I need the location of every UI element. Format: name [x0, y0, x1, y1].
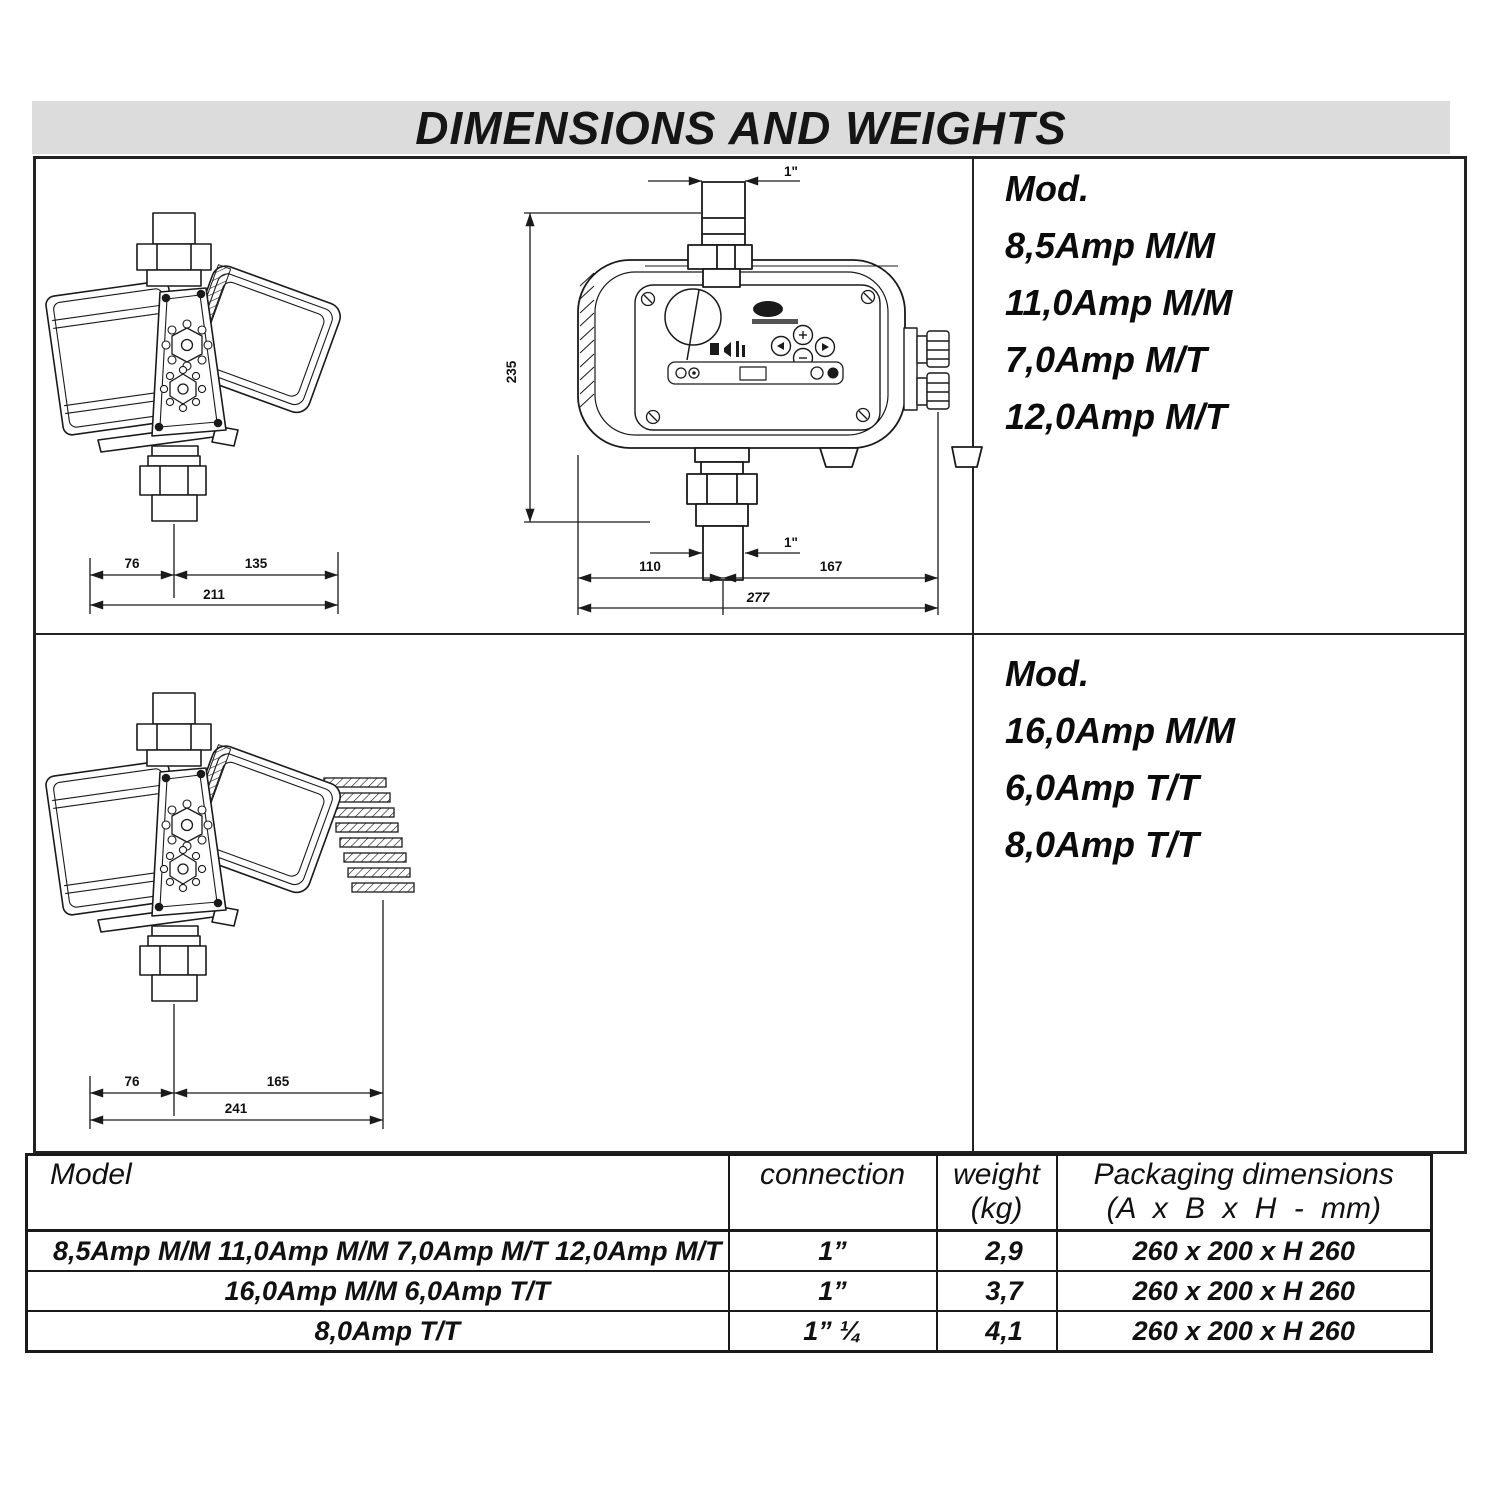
dim-label-211: 211	[203, 587, 225, 602]
col-header-weight-line2: (kg)	[970, 1192, 1023, 1225]
dimensions-side-view-1	[90, 524, 338, 614]
dim-label-241: 241	[224, 1101, 248, 1116]
dim-label-277: 277	[746, 590, 770, 605]
cell-packaging: 260 x 200 x H 260	[1057, 1271, 1432, 1311]
cell-packaging: 260 x 200 x H 260	[1057, 1231, 1432, 1272]
dim-label-top-1in: 1"	[784, 164, 798, 179]
pressure-controller-front-view	[578, 182, 982, 580]
spec-table	[25, 1153, 1433, 1353]
side-view-drawing-1	[40, 168, 480, 630]
frame-vertical-divider	[972, 159, 974, 1151]
model-item: 11,0Amp M/M	[1005, 282, 1233, 323]
model-panel-1	[1005, 160, 1435, 445]
dim-label-167: 167	[819, 559, 843, 574]
spec-table-header-row	[27, 1155, 1432, 1231]
dim-label-235: 235	[504, 360, 519, 384]
page-title: DIMENSIONS AND WEIGHTS	[415, 101, 1067, 154]
dim-label-76: 76	[124, 556, 140, 571]
frame-horizontal-divider	[36, 633, 1464, 635]
cell-model: 16,0Amp M/M 6,0Amp T/T	[27, 1271, 729, 1311]
cell-connection: 1” ¼	[729, 1311, 937, 1352]
col-header-packaging	[1057, 1155, 1432, 1231]
cell-weight: 3,7	[937, 1271, 1057, 1311]
cell-model: 8,5Amp M/M 11,0Amp M/M 7,0Amp M/T 12,0Amp M/T	[27, 1231, 729, 1272]
dim-label-135: 135	[244, 556, 268, 571]
table-row	[27, 1271, 1432, 1311]
title-bar	[32, 101, 1450, 154]
model-item: 7,0Amp M/T	[1005, 339, 1208, 380]
mounting-bracket	[952, 447, 982, 467]
model-panel-2-heading: Mod.	[1005, 653, 1089, 694]
pressure-controller-side-view-heatsink	[45, 693, 344, 1001]
mounting-tab	[820, 448, 858, 467]
model-panel-2	[1005, 645, 1435, 873]
side-view-drawing-2	[40, 648, 480, 1138]
table-row	[27, 1311, 1432, 1352]
dim-label-76b: 76	[124, 1074, 140, 1089]
dim-label-110: 110	[639, 559, 661, 574]
pressure-gauge-icon	[665, 289, 721, 345]
pressure-controller-side-view	[45, 213, 344, 521]
model-item: 6,0Amp T/T	[1005, 767, 1200, 808]
front-view-drawing	[500, 160, 960, 630]
col-header-weight	[937, 1155, 1057, 1231]
table-row	[27, 1231, 1432, 1272]
model-item: 8,0Amp T/T	[1005, 824, 1200, 865]
model-item: 16,0Amp M/M	[1005, 710, 1236, 751]
col-header-connection: connection	[729, 1155, 937, 1231]
model-panel-1-heading: Mod.	[1005, 168, 1089, 209]
cell-weight: 4,1	[937, 1311, 1057, 1352]
cell-model: 8,0Amp T/T	[27, 1311, 729, 1352]
col-header-weight-line1: weight	[953, 1158, 1040, 1191]
cell-connection: 1”	[729, 1231, 937, 1272]
cell-weight: 2,9	[937, 1231, 1057, 1272]
dimensions-side-view-2	[90, 900, 383, 1129]
cell-connection: 1”	[729, 1271, 937, 1311]
cable-glands	[904, 328, 949, 410]
label-strip	[668, 362, 843, 384]
cell-packaging: 260 x 200 x H 260	[1057, 1311, 1432, 1352]
dim-label-bottom-1in: 1"	[784, 535, 798, 550]
bottom-pipe-fitting	[687, 448, 757, 580]
model-item: 12,0Amp M/T	[1005, 396, 1228, 437]
col-header-model: Model	[27, 1155, 729, 1231]
col-header-packaging-line2: (A x B x H - mm)	[1106, 1192, 1382, 1225]
dim-label-165: 165	[266, 1074, 290, 1089]
col-header-packaging-line1: Packaging dimensions	[1093, 1158, 1394, 1191]
model-item: 8,5Amp M/M	[1005, 225, 1216, 266]
